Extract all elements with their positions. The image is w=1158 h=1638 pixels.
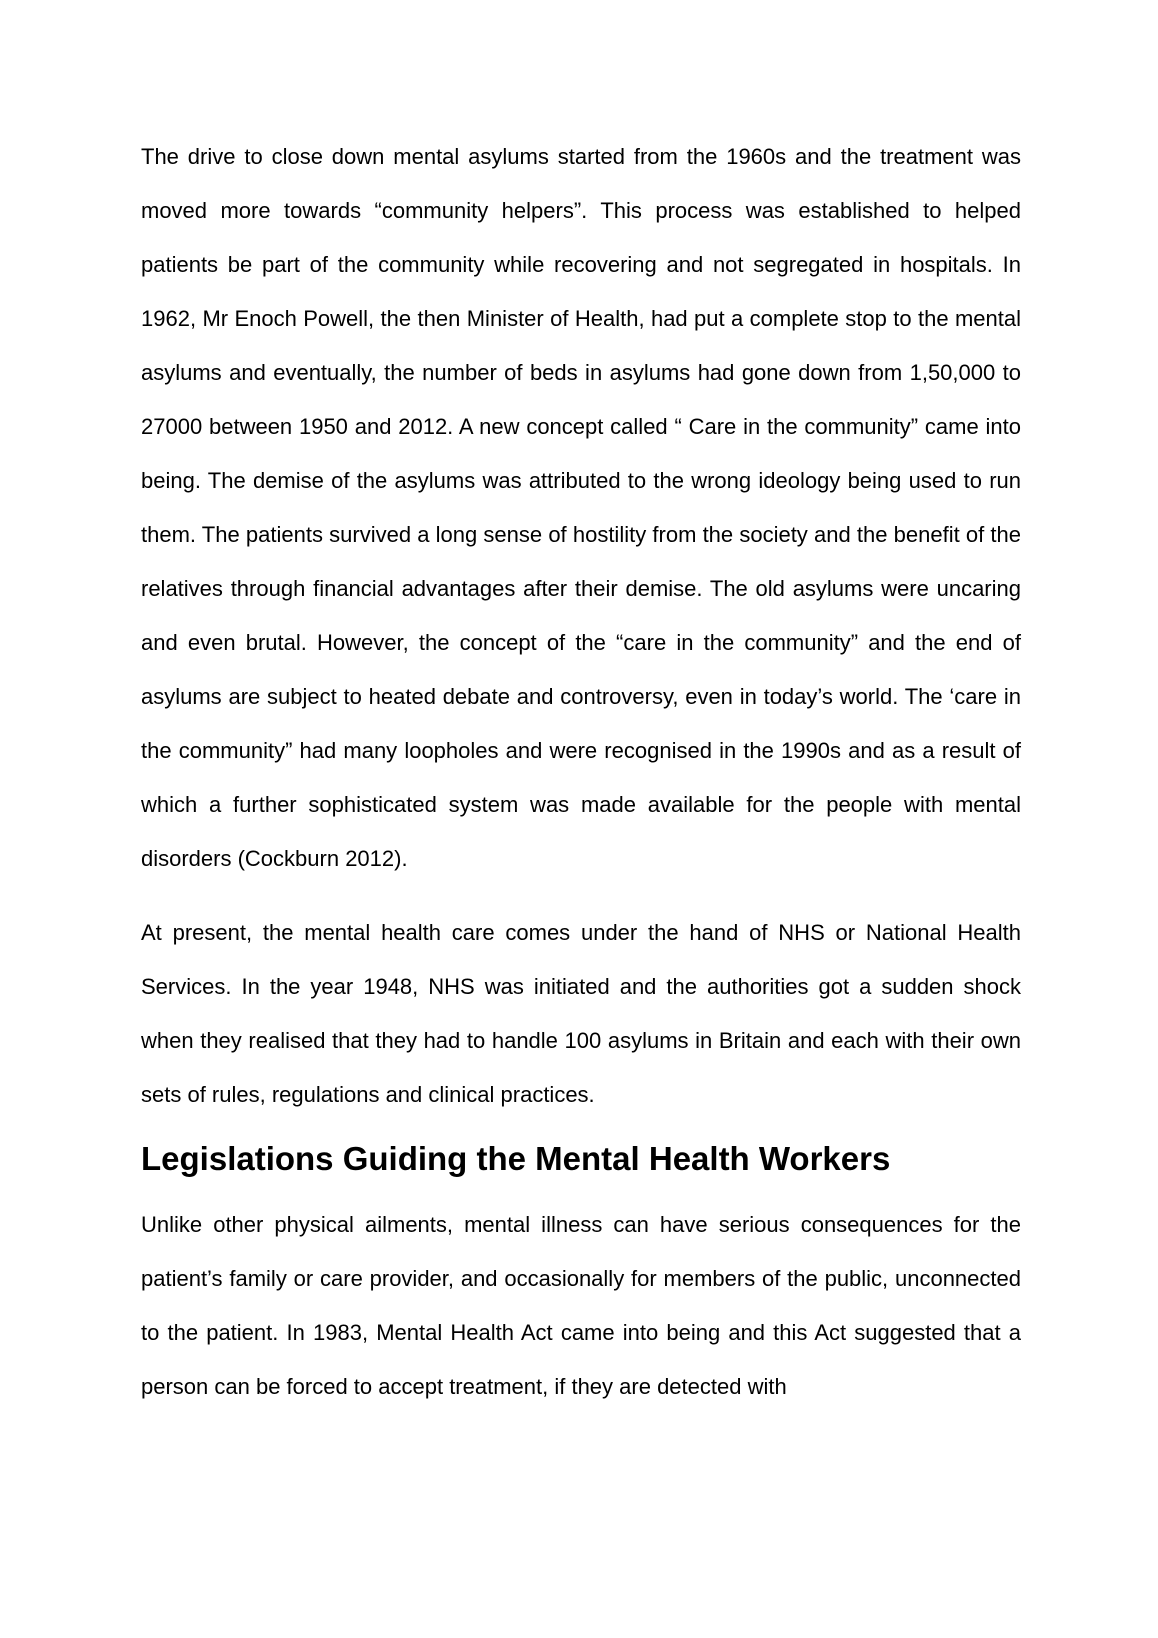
document-page [141, 130, 1021, 1414]
paragraph-nhs: At present, the mental health care comes under the hand of NHS or National Health Services. In the year 1948, NHS was initiated and the authorities got a sudden shock when they realised that they had to handle 100 asylums in Britain and each with their own sets of rules, regulations and clinical practices. [141, 920, 1021, 1107]
paragraph-mental-health-act: Unlike other physical ailments, mental illness can have serious consequences for the patient’s family or care provider, and occasionally for members of the public, unconnected to the patient. In 1983, Mental Health Act came into being and this Act suggested that a person can be forced to accept treatment, if they are detected with [141, 1212, 1021, 1399]
section-heading: Legislations Guiding the Mental Health Workers [141, 1140, 891, 1177]
paragraph-asylum-closure: The drive to close down mental asylums started from the 1960s and the treatment was moved more towards “community helpers”. This process was established to helped patients be part of the community while recovering and not segregated in hospitals. In 1962, Mr Enoch Powell, the then Minister of Health, had put a complete stop to the mental asylums and eventually, the number of beds in asylums had gone down from 1,50,000 to 27000 between 1950 and 2012. A new concept called “ Care in the community” came into being. The demise of the asylums was attributed to the wrong ideology being used to run them. The patients survived a long sense of hostility from the society and the benefit of the relatives through financial advantages after their demise. The old asylums were uncaring and even brutal. However, the concept of the “care in the community” and the end of asylums are subject to heated debate and controversy, even in today’s world. The ‘care in the community” had many loopholes and were recognised in the 1990s and as a result of which a further sophisticated system was made available for the people with mental disorders (Cockburn 2012). [141, 144, 1021, 871]
